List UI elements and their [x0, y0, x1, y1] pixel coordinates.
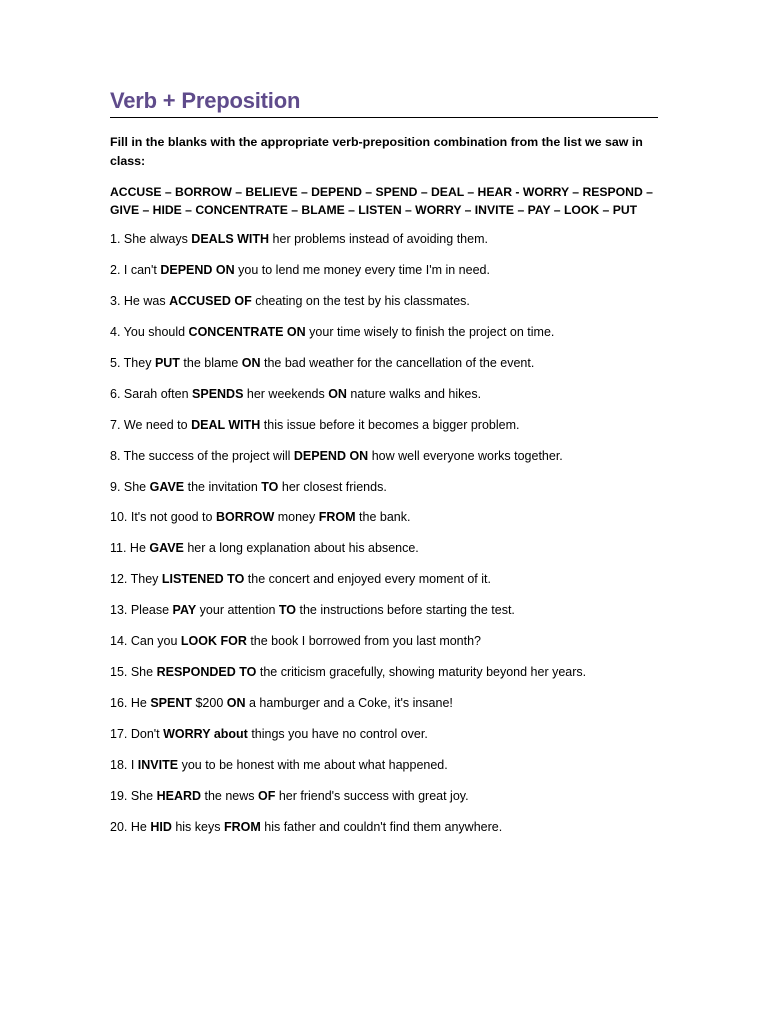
answer-text: DEPEND ON [293, 448, 369, 463]
sentence-item [110, 664, 658, 680]
sentence-text: this issue before it becomes a bigger problem. [260, 417, 520, 432]
answer-text: LISTENED TO [161, 572, 245, 587]
sentence-text: cheating on the test by his classmates. [251, 293, 470, 308]
sentence-item [110, 386, 658, 402]
sentence-item [110, 324, 658, 340]
sentence-item [110, 293, 658, 309]
answer-text: ACCUSED OF [169, 293, 252, 308]
sentence-text: 8. The success of the project will [110, 448, 294, 463]
sentence-item [110, 571, 658, 587]
answer-text: RESPONDED TO [156, 665, 257, 680]
sentence-text: the book I borrowed from you last month? [246, 634, 482, 649]
sentence-text: $200 [192, 696, 227, 711]
answer-text: ON [226, 696, 246, 711]
sentence-text: her closest friends. [278, 479, 387, 494]
sentence-text: 1. She always [110, 232, 192, 246]
document-page [110, 86, 658, 851]
answer-text: GAVE [149, 479, 185, 494]
sentence-item [110, 355, 658, 371]
sentence-text: nature walks and hikes. [346, 386, 482, 401]
word-list-line: GIVE – HIDE – CONCENTRATE – BLAME – LISTEN – WORRY – INVITE – PAY – LOOK – PUT [110, 203, 638, 217]
sentence-text: 10. It's not good to [110, 510, 216, 525]
sentence-text: 18. I [110, 757, 138, 772]
sentence-text: 16. He [110, 696, 151, 711]
sentence-text: her weekends [243, 386, 329, 401]
sentence-text: 14. Can you [110, 634, 181, 649]
sentence-item [110, 479, 658, 495]
answer-text: BORROW [215, 510, 275, 525]
sentence-text: 2. I can't [110, 262, 161, 277]
answer-text: GAVE [149, 541, 184, 556]
answer-text: OF [258, 788, 276, 803]
sentence-text: 6. Sarah often [110, 386, 193, 401]
answer-text: HEARD [156, 788, 202, 803]
sentence-text: the criticism gracefully, showing maturity beyond her years. [256, 665, 587, 680]
answer-text: SPENDS [192, 386, 244, 401]
sentence-text: 5. They [110, 355, 155, 370]
sentence-text: 7. We need to [110, 417, 192, 432]
sentence-item [110, 819, 658, 835]
sentence-item [110, 448, 658, 464]
answer-text: TO [278, 603, 297, 618]
answer-text: CONCENTRATE ON [188, 324, 306, 339]
sentence-text: things you have no control over. [247, 727, 428, 741]
sentence-text: 19. She [110, 788, 157, 803]
instructions-text: Fill in the blanks with the appropriate verb-preposition combination from the list we saw in class: [110, 135, 643, 168]
answer-text: DEALS WITH [191, 232, 270, 246]
answer-text: DEPEND ON [160, 262, 235, 277]
sentence-text: 20. He [110, 819, 151, 834]
sentence-text: how well everyone works together. [368, 448, 563, 463]
sentence-text: her problems instead of avoiding them. [269, 232, 488, 246]
sentence-text: the news [201, 788, 259, 803]
answer-text: FROM [223, 819, 261, 834]
answer-text: LOOK FOR [180, 634, 247, 649]
sentence-text: you to be honest with me about what happened. [178, 757, 448, 772]
sentence-text: the blame [179, 355, 242, 370]
sentence-item [110, 509, 658, 525]
sentence-item [110, 726, 658, 742]
sentence-list [110, 231, 658, 835]
answer-text: PUT [154, 355, 180, 370]
answer-text: FROM [318, 510, 356, 525]
sentence-text: his father and couldn't find them anywhere. [260, 819, 503, 834]
answer-text: TO [261, 479, 279, 494]
sentence-text: the concert and enjoyed every moment of it. [244, 572, 491, 587]
sentence-text: 11. He [110, 541, 150, 556]
sentence-text: 17. Don't [110, 727, 164, 741]
sentence-item [110, 417, 658, 433]
answer-text: INVITE [137, 757, 179, 772]
sentence-text: you to lend me money every time I'm in need. [234, 262, 490, 277]
sentence-text: the bad weather for the cancellation of the event. [260, 355, 535, 370]
sentence-text: the instructions before starting the test. [296, 603, 515, 618]
sentence-item [110, 695, 658, 711]
sentence-text: the bank. [355, 510, 411, 525]
sentence-text: 9. She [110, 479, 150, 494]
sentence-text: her friend's success with great joy. [275, 788, 469, 803]
sentence-text: 13. Please [110, 603, 173, 618]
page-title: Verb + Preposition [110, 86, 658, 118]
sentence-item [110, 231, 658, 247]
answer-text: ON [241, 355, 261, 370]
sentence-item [110, 540, 658, 556]
answer-text: DEAL WITH [191, 417, 261, 432]
sentence-item [110, 602, 658, 618]
answer-text: SPENT [150, 696, 192, 711]
sentence-text: the invitation [184, 479, 262, 494]
sentence-text: 4. You should [110, 324, 189, 339]
answer-text: HID [150, 819, 172, 834]
sentence-text: 15. She [110, 665, 157, 680]
sentence-text: your attention [196, 603, 279, 618]
word-list [110, 183, 658, 219]
answer-text: WORRY about [163, 727, 248, 741]
answer-text: PAY [172, 603, 197, 618]
word-list-line: ACCUSE – BORROW – BELIEVE – DEPEND – SPEND – DEAL – HEAR - WORRY – RESPOND – [110, 185, 653, 199]
sentence-item [110, 262, 658, 278]
sentence-text: money [274, 510, 319, 525]
sentence-text: her a long explanation about his absence. [183, 541, 419, 556]
sentence-text: 3. He was [110, 293, 170, 308]
sentence-text: 12. They [110, 572, 162, 587]
sentence-text: a hamburger and a Coke, it's insane! [245, 696, 453, 711]
sentence-text: your time wisely to finish the project on time. [305, 324, 555, 339]
sentence-item [110, 788, 658, 804]
sentence-item [110, 757, 658, 773]
sentence-text: his keys [171, 819, 224, 834]
sentence-item [110, 633, 658, 649]
answer-text: ON [328, 386, 347, 401]
